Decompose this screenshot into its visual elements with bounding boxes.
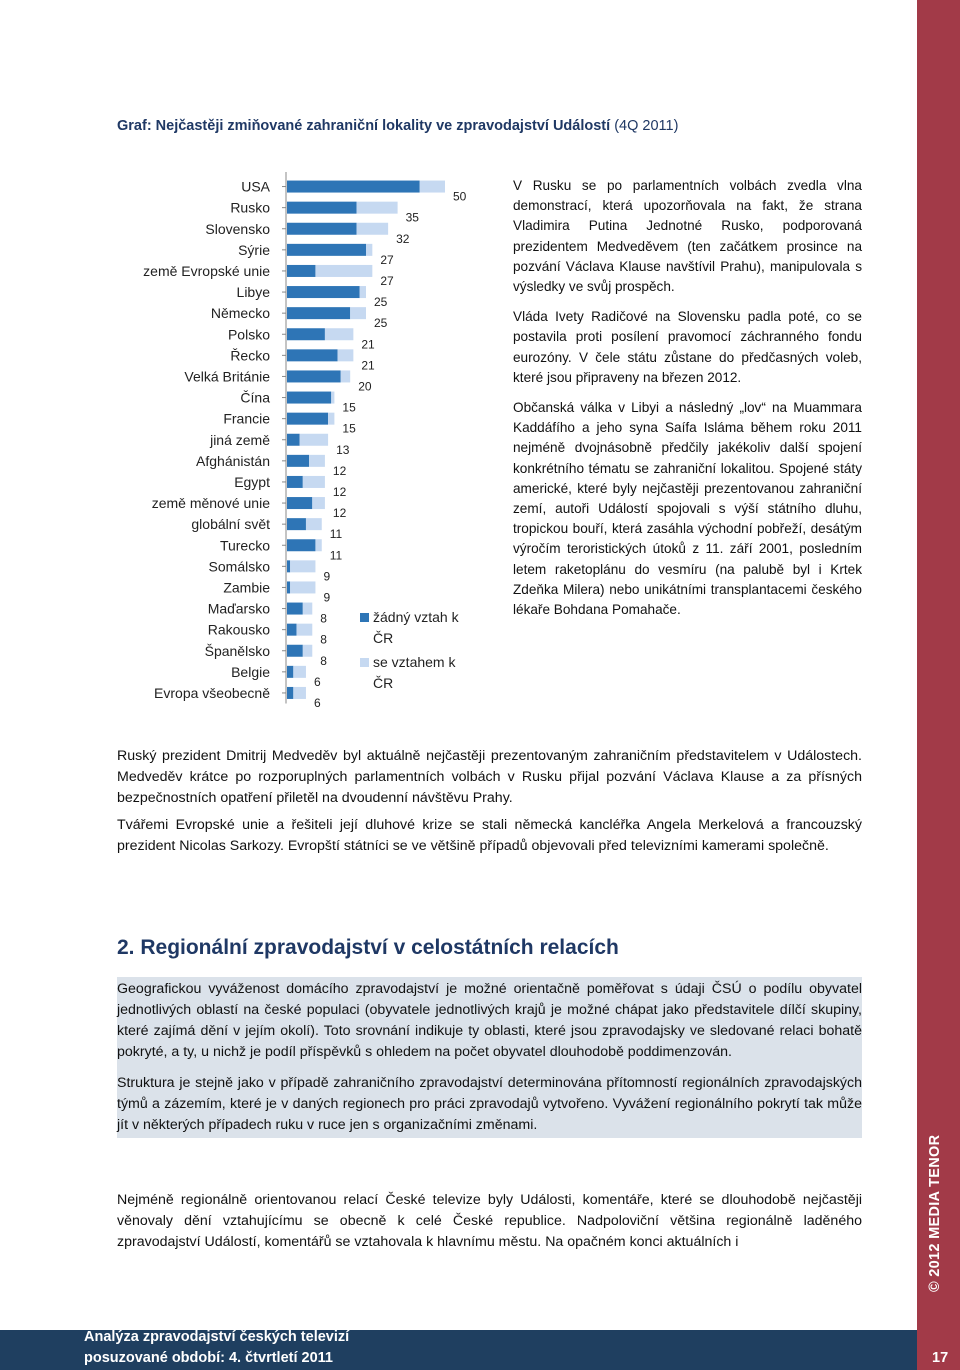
data-label: 12 <box>332 484 347 499</box>
bar-segment-cz-link <box>315 539 321 551</box>
data-label: 6 <box>313 695 321 710</box>
data-label: 12 <box>332 506 347 521</box>
bar-segment-no-cz-link <box>287 476 303 488</box>
category-label: Německo <box>210 305 270 322</box>
category-label: Afghánistán <box>196 452 270 469</box>
body-paragraph-1: Ruský prezident Dmitrij Medveděv byl aktuálně nejčastěji prezentovaným zahraničním představitelem v Událostech. Medveděv krátce po rozporuplných parlamentních volbách v Rusku přijal pozvání Václava Klause a za přísných bezpečnostních opatření přiletěl na dvoudenní návštěvu Prahy. <box>117 748 862 806</box>
brand-sidebar <box>917 0 960 1370</box>
footer-period: posuzované období: 4. čtvrtletí 2011 <box>84 1350 333 1366</box>
bar-segment-no-cz-link <box>287 497 312 509</box>
category-label: Řecko <box>230 347 270 364</box>
graph-title <box>117 118 678 134</box>
bar-segment-no-cz-link <box>287 181 420 193</box>
category-label: země Evropské unie <box>143 262 270 279</box>
data-label: 15 <box>342 421 356 436</box>
data-label: 32 <box>396 231 410 246</box>
bar-segment-no-cz-link <box>287 265 315 277</box>
legend-swatch <box>360 658 369 667</box>
data-label: 8 <box>320 653 327 668</box>
data-label: 11 <box>329 527 343 542</box>
bar-segment-cz-link <box>300 434 328 446</box>
category-label: Polsko <box>227 326 270 343</box>
locations-bar-chart <box>110 170 490 710</box>
data-label: 27 <box>380 252 394 267</box>
copyright-text: © 2012 MEDIA TENOR <box>927 1134 943 1292</box>
shaded-box <box>117 977 862 1138</box>
data-label: 20 <box>358 379 372 394</box>
category-label: Zambie <box>223 579 270 596</box>
bar-segment-no-cz-link <box>287 307 350 319</box>
bar-segment-no-cz-link <box>287 244 366 256</box>
bar-segment-no-cz-link <box>287 349 338 361</box>
category-label: Čína <box>240 389 270 406</box>
data-label: 21 <box>361 337 375 352</box>
data-label: 15 <box>342 400 356 415</box>
category-label: země měnové unie <box>151 495 270 512</box>
category-label: Francie <box>223 410 270 427</box>
data-label: 8 <box>320 632 327 647</box>
side-paragraph-libya-usa: Občanská válka v Libyi a následný „lov“ na Muammara Kaddáfího a jeho syna Saífa Isláma během roku 2011 nejméně dvojnásobně předčily jakékoliv další spojení konkrétního tématu se zahraniční lokalitou. Spojené státy americké, které byly nejčastěji prezentovanou zahraniční zemí, autoři Událostí spojovali s výší státního dluhu, tropickou bouří, která zasáhla východní pobřeží, desátým výročím teroristických útoků z 11. září 2001, posledním letem raketoplánu do vesmíru (na palubě byl i Krtek Zdeňka Milera) nebo unikátními transplantacemi českého lékaře Bohdana Pomahače. <box>513 400 862 618</box>
category-label: Evropa všeobecně <box>154 684 270 701</box>
category-label: Rusko <box>230 199 270 216</box>
side-paragraph-slovakia: Vláda Ivety Radičové na Slovensku padla poté, co se postavila proti posílení pravomocí záchranného fondu eurozóny. V čele státu zůstane do předčasných voleb, které jsou připraveny na březen 2012. <box>513 309 862 385</box>
legend-swatch <box>360 613 369 622</box>
bar-segment-no-cz-link <box>287 413 328 425</box>
category-label: globální svět <box>191 516 270 533</box>
body-paragraph-eu <box>117 815 862 857</box>
body-paragraph-2: Tvářemi Evropské unie a řešiteli její dluhové krize se stali německá kancléřka Angela Merkelová a francouzský prezident Nicolas Sarkozy. Evropští státníci se ve většině případů objevovali před televizními kamerami společně. <box>117 817 862 854</box>
bar-segment-no-cz-link <box>287 581 290 593</box>
data-label: 27 <box>380 273 394 288</box>
bar-segment-no-cz-link <box>287 603 303 615</box>
data-label: 12 <box>332 463 347 478</box>
category-label: Belgie <box>231 663 270 680</box>
bar-segment-cz-link <box>325 328 353 340</box>
category-label: Libye <box>236 284 270 301</box>
bar-segment-cz-link <box>290 581 315 593</box>
category-label: Somálsko <box>208 558 270 575</box>
bar-segment-no-cz-link <box>287 645 303 657</box>
bar-segment-no-cz-link <box>287 370 341 382</box>
bar-segment-cz-link <box>293 687 306 699</box>
bar-segment-no-cz-link <box>287 455 309 467</box>
legend-label-cont: ČR <box>373 630 394 646</box>
data-label: 13 <box>336 442 350 457</box>
bar-segment-no-cz-link <box>287 539 315 551</box>
bar-segment-no-cz-link <box>287 223 357 235</box>
category-label: Rakousko <box>207 621 270 638</box>
bar-segment-no-cz-link <box>287 666 293 678</box>
bar-segment-no-cz-link <box>287 434 300 446</box>
final-paragraph: Nejméně regionálně orientovanou relací České televize byly Události, komentáře, které se dlouhodobě nejčastěji věnovaly dění vztahujícímu se obecně k celé České republice. Nadpoloviční většina regionálně laděného zpravodajství Událostí, komentářů se vztahovala k hlavnímu městu. Na opačném konci aktuálních i <box>117 1192 862 1250</box>
bar-segment-no-cz-link <box>287 286 360 298</box>
bar-segment-cz-link <box>338 349 354 361</box>
category-label: Slovensko <box>205 220 270 237</box>
bar-segment-cz-link <box>296 624 312 636</box>
data-label: 25 <box>374 316 388 331</box>
category-label: jiná země <box>210 431 270 448</box>
legend-label: se vztahem k <box>373 654 456 670</box>
footer-title: Analýza zpravodajství českých televizí <box>84 1329 350 1345</box>
shaded-paragraph-1: Geografickou vyváženost domácího zpravodajství je možné orientačně poměřovat s údaji ČSÚ o podílu obyvatel jednotlivých oblastí na české populaci (obyvatele jednotlivých krajů je možné chápat jako představitele dílčí skupiny, které zajímá dění v jejím okolí). Toto srovnání indikuje ty oblasti, které jsou zpravodajsky ve sledované relaci bohatě pokryté, a ty, u nichž je podíl příspěvků s ohledem na počet obyvatel dlouhodobě poddimenzován. <box>117 981 862 1060</box>
bar-segment-cz-link <box>366 244 372 256</box>
bar-segment-cz-link <box>293 666 306 678</box>
bar-segment-cz-link <box>357 223 389 235</box>
bar-segment-cz-link <box>290 560 315 572</box>
category-label: Španělsko <box>204 642 270 659</box>
bar-segment-cz-link <box>341 370 350 382</box>
side-commentary <box>513 176 862 630</box>
bar-segment-cz-link <box>357 202 398 214</box>
data-label: 21 <box>361 358 375 373</box>
bar-segment-no-cz-link <box>287 518 306 530</box>
bar-segment-cz-link <box>350 307 366 319</box>
bar-segment-cz-link <box>303 476 325 488</box>
bar-segment-cz-link <box>315 265 372 277</box>
final-paragraph-block <box>117 1190 862 1253</box>
data-label: 11 <box>329 548 343 563</box>
bar-segment-no-cz-link <box>287 624 296 636</box>
data-label: 35 <box>405 210 419 225</box>
category-label: Sýrie <box>238 241 270 258</box>
data-label: 25 <box>374 295 388 310</box>
bar-segment-cz-link <box>331 392 334 404</box>
category-label: Turecko <box>219 537 270 554</box>
bar-segment-cz-link <box>303 603 312 615</box>
bar-segment-no-cz-link <box>287 202 357 214</box>
bar-segment-cz-link <box>303 645 312 657</box>
legend-label-cont: ČR <box>373 675 394 691</box>
data-label: 9 <box>323 569 331 584</box>
data-label: 50 <box>453 189 467 204</box>
graph-title-period: (4Q 2011) <box>610 118 679 134</box>
graph-title-main: Graf: Nejčastěji zmiňované zahraniční lokality ve zpravodajství Událostí <box>117 118 611 134</box>
bar-segment-no-cz-link <box>287 392 331 404</box>
legend-label: žádný vztah k <box>373 609 459 625</box>
shaded-paragraph-2: Struktura je stejně jako v případě zahraničního zpravodajství determinována přítomností regionálních zpravodajských týmů a zázemím, které je v daných regionech pro práci zpravodajů vytvořeno. Vyvážení regionálního pokrytí tak může jít v některých případech ruku v ruce jen s organizačními změnami. <box>117 1075 862 1133</box>
bar-segment-cz-link <box>328 413 334 425</box>
bar-segment-cz-link <box>360 286 366 298</box>
data-label: 8 <box>320 611 327 626</box>
category-label: Maďarsko <box>207 600 270 617</box>
bar-segment-no-cz-link <box>287 687 293 699</box>
bar-segment-cz-link <box>306 518 322 530</box>
bar-segment-cz-link <box>309 455 325 467</box>
bar-segment-cz-link <box>312 497 325 509</box>
bar-segment-no-cz-link <box>287 328 325 340</box>
body-paragraph-medvedev <box>117 746 862 809</box>
bar-segment-cz-link <box>420 181 445 193</box>
category-label: USA <box>241 178 270 195</box>
side-paragraph-russia: V Rusku se po parlamentních volbách zvedla vlna demonstrací, která upozorňovala na fakt, že strana Vladimira Putina Jednotné Rusko, podporovaná prezidentem Medveděvem (ten začátkem prosince na pozvání Václava Klause navštívil Prahu), manipulovala s výsledky ve svůj prospěch. <box>513 178 862 295</box>
data-label: 9 <box>323 590 331 605</box>
bar-segment-no-cz-link <box>287 560 290 572</box>
footer <box>0 1329 949 1370</box>
data-label: 6 <box>313 674 321 689</box>
section-heading: 2. Regionální zpravodajství v celostátních relacích <box>117 936 619 959</box>
category-label: Velká Británie <box>184 368 270 385</box>
page-number: 17 <box>932 1350 949 1366</box>
category-label: Egypt <box>234 473 270 490</box>
